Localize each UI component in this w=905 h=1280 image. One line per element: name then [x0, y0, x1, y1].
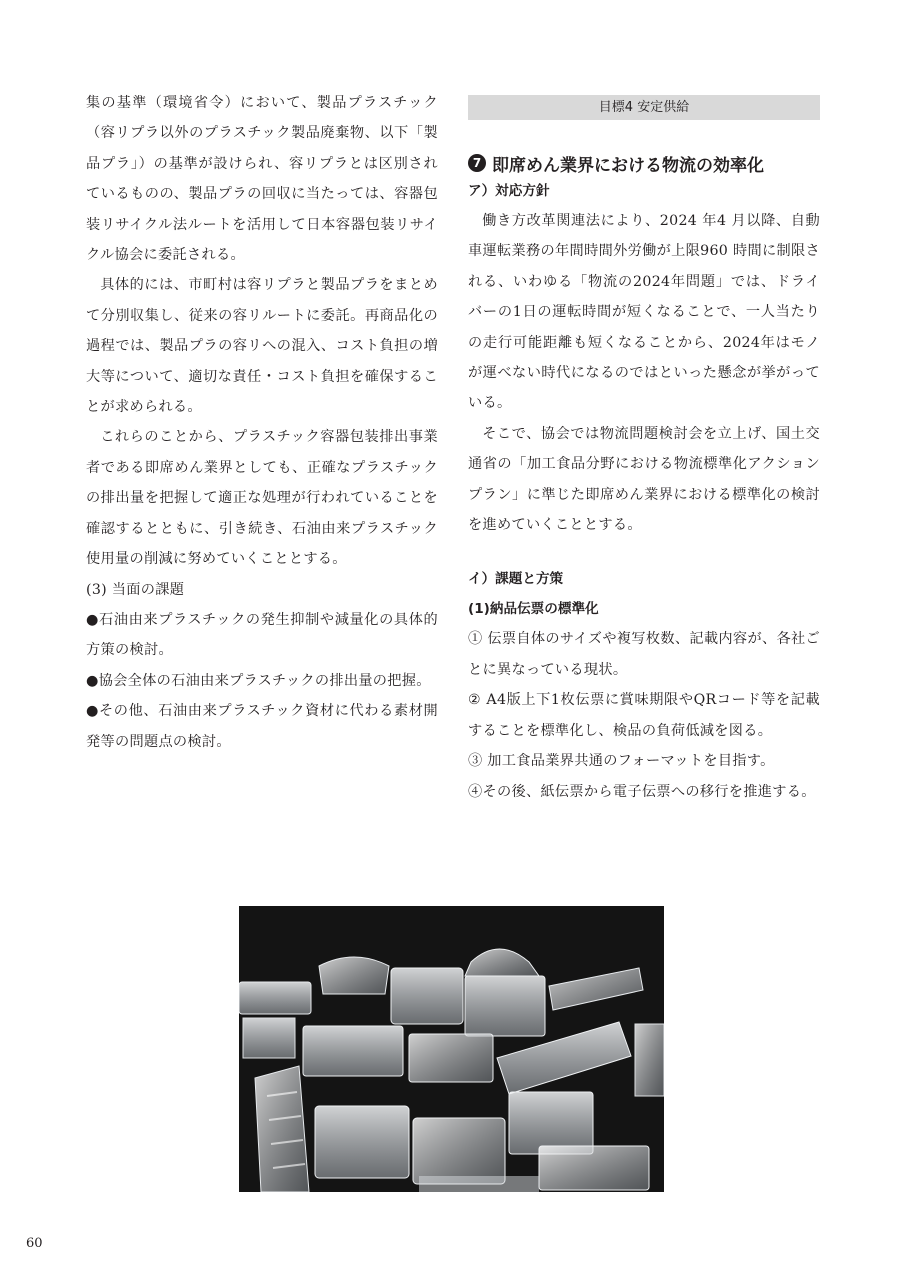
numbered-item: ② A4版上下1枚伝票に賞味期限やQRコード等を記載することを標準化し、検品の負荷低減を図る。	[468, 692, 820, 739]
left-column	[86, 88, 438, 757]
bullet-item: ●その他、石油由来プラスチック資材に代わる素材開発等の問題点の検討。	[86, 703, 438, 750]
body-paragraph: 具体的には、市町村は容リプラと製品プラをまとめて分別収集し、従来の容リルートに委託。再商品化の過程では、製品プラの容リへの混入、コスト負担の増大等について、適切な責任・コスト負担を確保することが求められる。	[86, 277, 438, 416]
containers-illustration	[239, 906, 664, 1192]
numbered-item: ③ 加工食品業界共通のフォーマットを目指す。	[468, 753, 775, 770]
subheading-b1: (1)納品伝票の標準化	[468, 601, 599, 618]
plastic-containers-photo	[239, 906, 664, 1192]
numbered-item: ④その後、紙伝票から電子伝票への移行を推進する。	[468, 783, 816, 800]
subheading-b: イ）課題と方策	[468, 571, 564, 588]
body-paragraph: 集の基準（環境省令）において、製品プラスチック（容リプラ以外のプラスチック製品廃棄物、以下「製品プラ」）の基準が設けられ、容リプラとは区別されているものの、製品プラの回収に当たっては、容器包装リサイクル法ルートを活用して日本容器包装リサイクル協会に委託される。	[86, 95, 438, 264]
body-paragraph: 働き方改革関連法により、2024 年4 月以降、自動車運転業務の年間時間外労働が上限960 時間に制限される、いわゆる「物流の2024年問題」では、ドライバーの1日の運転時間が短くなることで、一人当たりの走行可能距離も短くなることから、2024年はモノが運べない時代になるのではといった懸念が挙がっている。	[468, 213, 820, 412]
bullet-item: ●協会全体の石油由来プラスチックの排出量の把握。	[86, 672, 431, 689]
body-paragraph: そこで、協会では物流問題検討会を立上げ、国土交通省の「加工食品分野における物流標準化アクションプラン」に準じた即席めん業界における標準化の検討を進めていくこととする。	[468, 425, 820, 534]
section-number-badge: 7	[468, 154, 486, 172]
section-heading	[468, 150, 820, 176]
body-paragraph: これらのことから、プラスチック容器包装排出事業者である即席めん業界としても、正確なプラスチックの排出量を把握して適正な処理が行われていることを確認するとともに、引き続き、石油由来プラスチック使用量の削減に努めていくこととする。	[86, 429, 438, 568]
page-number: 60	[26, 1236, 43, 1251]
section-title: 即席めん業界における物流の効率化	[492, 155, 764, 176]
issues-subheading: (3) 当面の課題	[86, 581, 185, 598]
subheading-a: ア）対応方針	[468, 183, 550, 199]
right-column	[468, 88, 820, 807]
numbered-item: ① 伝票自体のサイズや複写枚数、記載内容が、各社ごとに異なっている現状。	[468, 631, 820, 678]
bullet-item: ●石油由来プラスチックの発生抑制や減量化の具体的方策の検討。	[86, 611, 438, 659]
goal-bar: 目標4 安定供給	[468, 95, 820, 120]
